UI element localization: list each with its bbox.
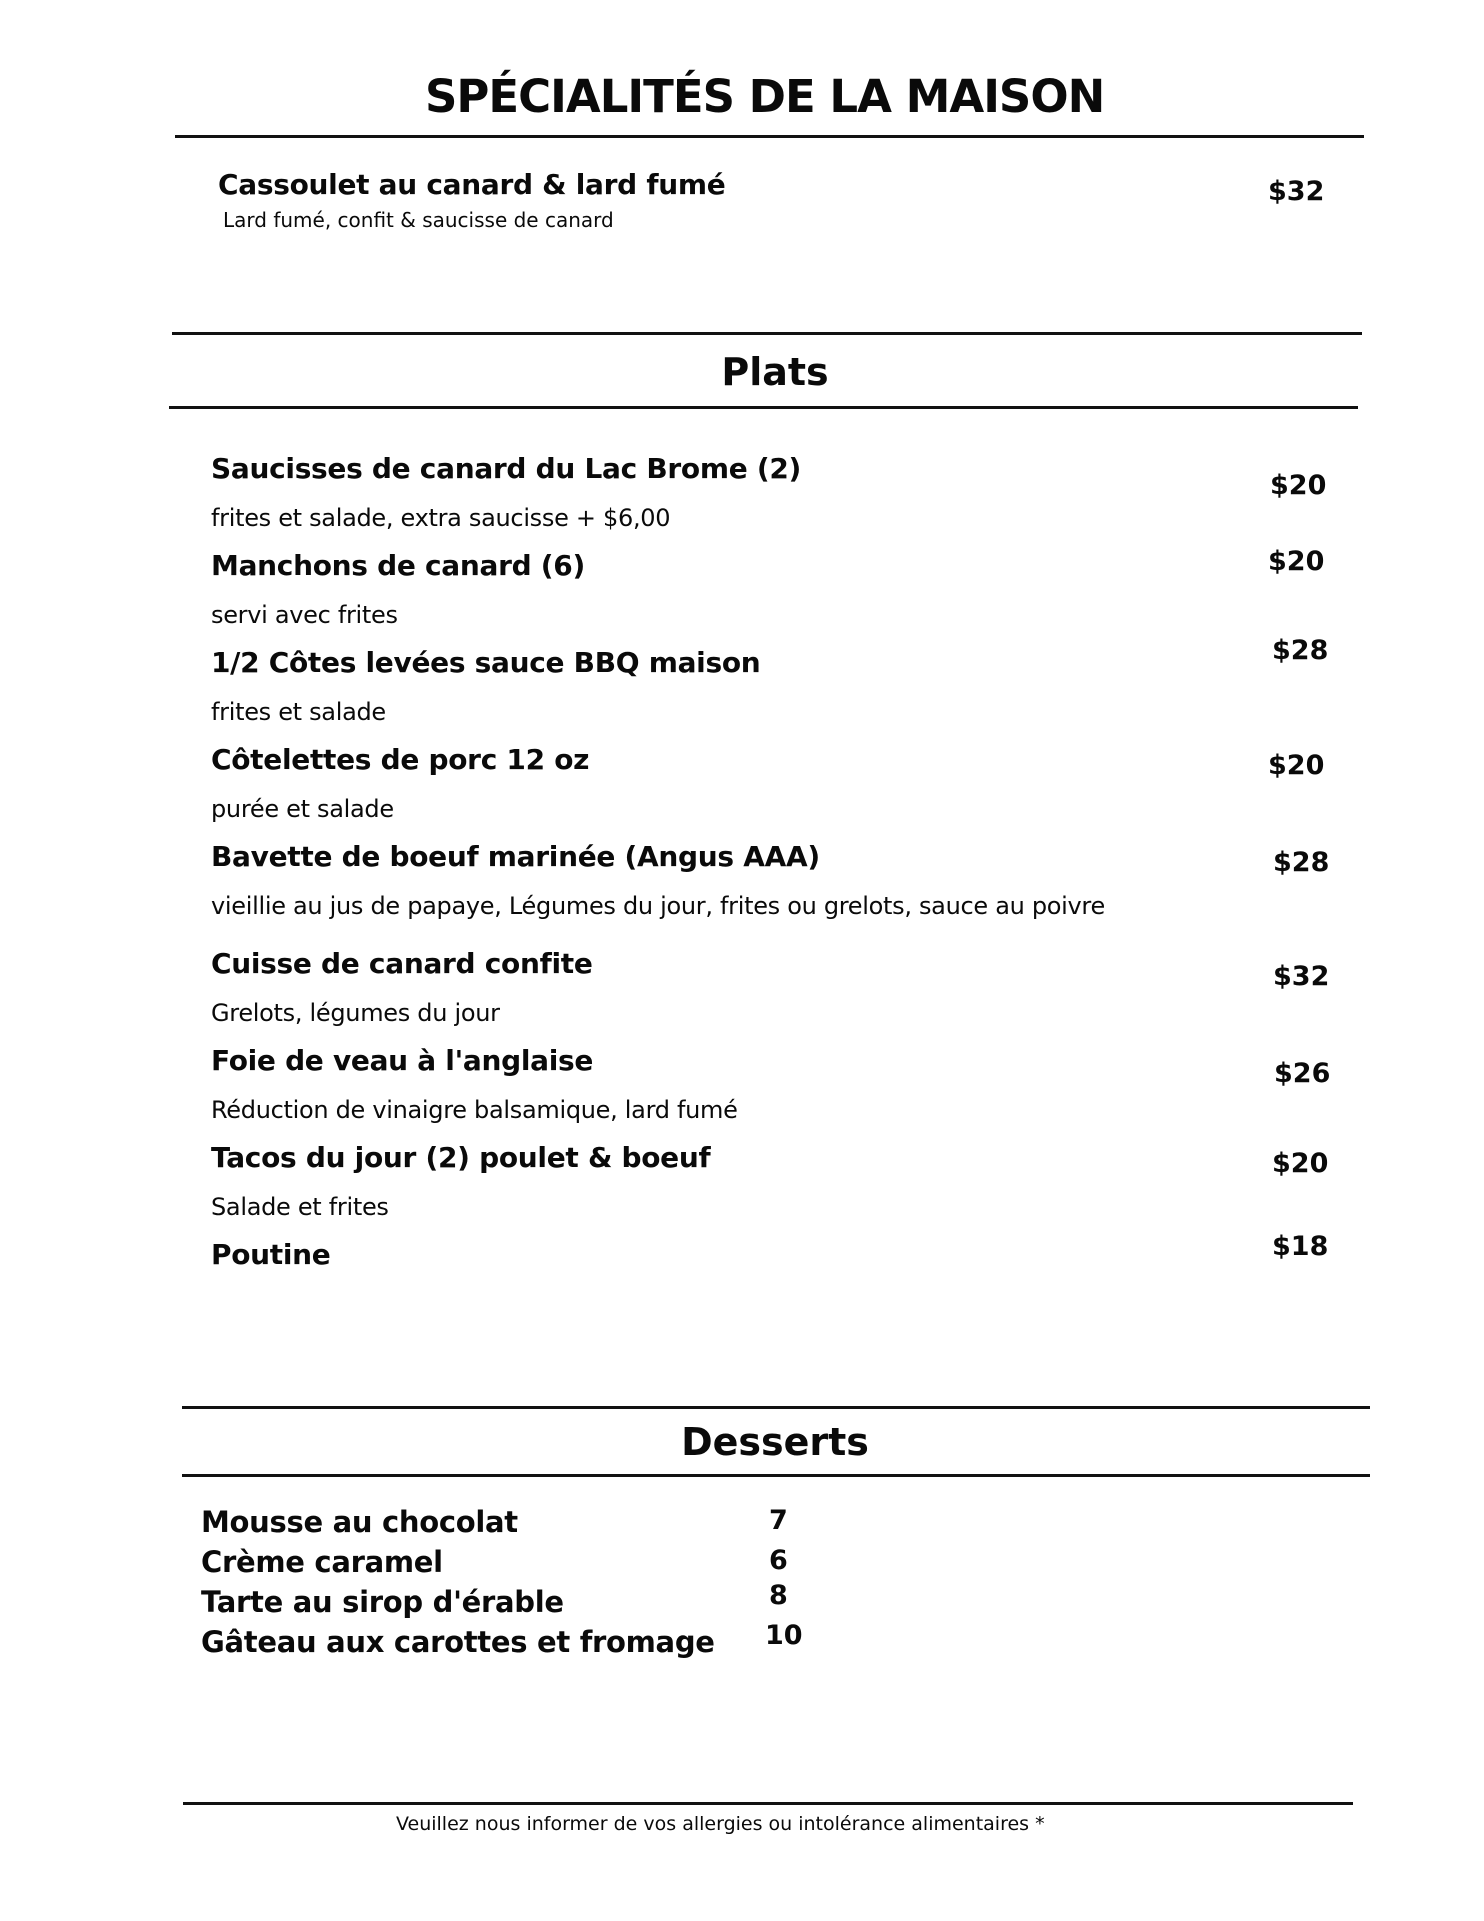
plat-description: frites et salade, extra saucisse + $6,00 <box>211 504 671 532</box>
dessert-name: Gâteau aux carottes et fromage <box>201 1625 715 1659</box>
plat-price: $18 <box>1272 1231 1329 1262</box>
plat-price: $26 <box>1274 1058 1331 1089</box>
specialites-title: SPÉCIALITÉS DE LA MAISON <box>425 70 1105 123</box>
plat-name: Cuisse de canard confite <box>211 947 593 980</box>
plat-description: servi avec frites <box>211 601 398 629</box>
divider <box>169 406 1358 409</box>
plat-name: Poutine <box>211 1238 331 1271</box>
plat-description: Grelots, légumes du jour <box>211 999 500 1027</box>
dessert-price: 7 <box>769 1505 788 1536</box>
plat-description: frites et salade <box>211 698 386 726</box>
plat-name: Tacos du jour (2) poulet & boeuf <box>211 1141 711 1174</box>
allergy-note: Veuillez nous informer de vos allergies ou intolérance alimentaires * <box>396 1813 1045 1835</box>
divider <box>182 1474 1370 1477</box>
plat-name: Saucisses de canard du Lac Brome (2) <box>211 452 802 485</box>
specialite-description: Lard fumé, confit & saucisse de canard <box>223 208 614 232</box>
plat-price: $28 <box>1272 635 1329 666</box>
plat-price: $20 <box>1272 1148 1329 1179</box>
dessert-price: 6 <box>769 1545 788 1576</box>
plats-title: Plats <box>721 350 829 394</box>
plat-name: Foie de veau à l'anglaise <box>211 1044 594 1077</box>
plat-name: Manchons de canard (6) <box>211 549 585 582</box>
plat-price: $28 <box>1273 847 1330 878</box>
divider <box>172 332 1362 335</box>
dessert-price: 10 <box>765 1620 803 1651</box>
divider <box>183 1802 1353 1805</box>
plat-price: $20 <box>1270 470 1327 501</box>
specialite-price: $32 <box>1268 176 1325 207</box>
dessert-price: 8 <box>769 1580 788 1611</box>
specialite-name: Cassoulet au canard & lard fumé <box>218 168 726 201</box>
dessert-name: Mousse au chocolat <box>201 1505 518 1539</box>
plat-name: Bavette de boeuf marinée (Angus AAA) <box>211 840 820 873</box>
dessert-name: Tarte au sirop d'érable <box>201 1585 564 1619</box>
plat-name: 1/2 Côtes levées sauce BBQ maison <box>211 646 761 679</box>
plat-description: vieillie au jus de papaye, Légumes du jour, frites ou grelots, sauce au poivre <box>211 892 1105 920</box>
divider <box>175 135 1364 138</box>
plat-description: Salade et frites <box>211 1193 389 1221</box>
desserts-title: Desserts <box>681 1420 869 1464</box>
plat-name: Côtelettes de porc 12 oz <box>211 743 590 776</box>
divider <box>182 1406 1370 1409</box>
plat-description: Réduction de vinaigre balsamique, lard fumé <box>211 1096 738 1124</box>
plat-price: $32 <box>1273 961 1330 992</box>
plat-price: $20 <box>1268 750 1325 781</box>
plat-description: purée et salade <box>211 795 394 823</box>
plat-price: $20 <box>1268 546 1325 577</box>
dessert-name: Crème caramel <box>201 1545 443 1579</box>
